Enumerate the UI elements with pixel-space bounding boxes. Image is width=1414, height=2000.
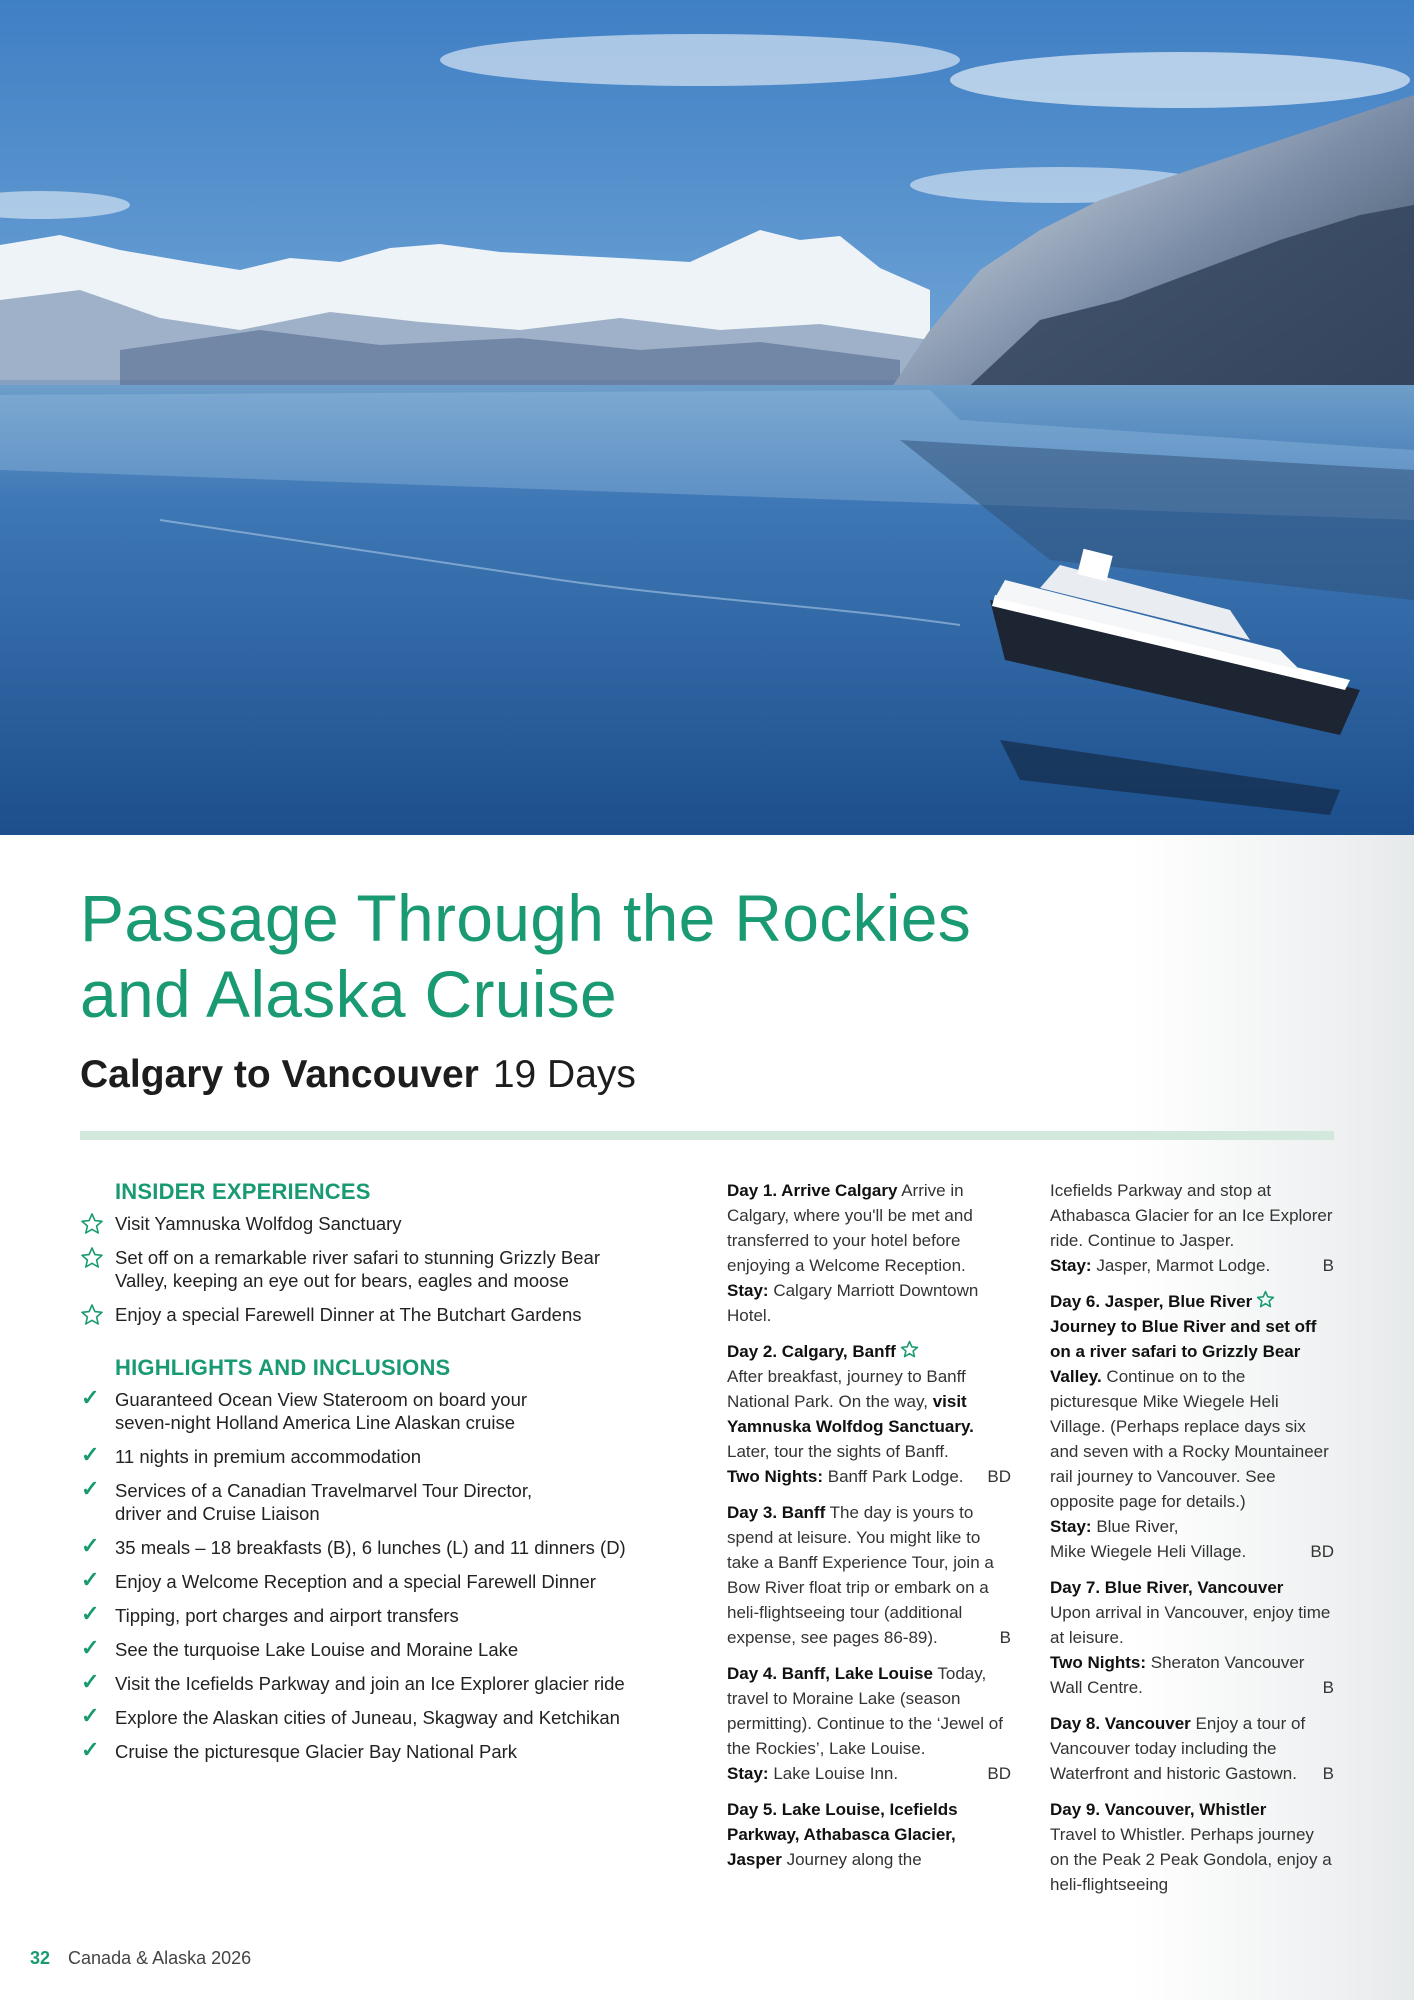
itinerary-day-3: Day 3. Banff The day is yours to spend at leisure. You might like to take a Banff Experience Tour, join a Bow River float trip or embark on a heli-flightseeing tour (additional expense, see pages 86-89). B xyxy=(727,1500,1011,1650)
star-outline-icon xyxy=(80,1246,104,1270)
tour-route: Calgary to Vancouver xyxy=(80,1053,479,1096)
insider-item: Visit Yamnuska Wolfdog Sanctuary xyxy=(80,1212,680,1235)
features-column xyxy=(80,1178,680,1774)
check-icon: ✓ xyxy=(81,1567,100,1592)
meals-code: B xyxy=(999,1628,1011,1647)
star-outline-icon xyxy=(900,1340,919,1359)
tour-subtitle xyxy=(80,1052,636,1098)
itinerary-day-5-cont: Icefields Parkway and stop at Athabasca Glacier for an Ice Explorer ride. Continue to Jasper. Stay: Jasper, Marmot Lodge. B xyxy=(1050,1178,1334,1278)
itinerary-day-7: Day 7. Blue River, Vancouver Upon arrival in Vancouver, enjoy time at leisure. Two Nights: Sheraton Vancouver Wall Centre. B xyxy=(1050,1575,1334,1700)
itinerary-day-4: Day 4. Banff, Lake Louise Today, travel to Moraine Lake (season permitting). Continue to the ‘Jewel of the Rockies’, Lake Louise. Stay: Lake Louise Inn. BD xyxy=(727,1661,1011,1786)
check-icon: ✓ xyxy=(81,1669,100,1694)
highlight-item: ✓ Cruise the picturesque Glacier Bay National Park xyxy=(81,1737,518,1762)
page-number: 32 xyxy=(30,1948,51,1968)
itinerary-column-1 xyxy=(727,1178,1011,1883)
highlight-item: ✓ Visit the Icefields Parkway and join an Ice Explorer glacier ride xyxy=(81,1669,625,1694)
tour-title-line-2: and Alaska Cruise xyxy=(80,957,618,1031)
check-icon: ✓ xyxy=(81,1703,100,1728)
check-icon: ✓ xyxy=(81,1476,100,1501)
hero-photo-glacier-bay-cruise xyxy=(0,0,1414,835)
highlight-item: ✓ Services of a Canadian Travelmarvel Tour Director, driver and Cruise Liaison xyxy=(81,1476,533,1524)
meals-code: B xyxy=(1322,1256,1334,1275)
page-footer xyxy=(30,1946,251,1970)
check-icon: ✓ xyxy=(81,1533,100,1558)
star-outline-icon xyxy=(80,1303,104,1327)
star-outline-icon xyxy=(1256,1290,1275,1309)
tour-title xyxy=(80,880,971,1032)
section-divider xyxy=(80,1131,1334,1140)
highlight-item: ✓ Tipping, port charges and airport transfers xyxy=(81,1601,459,1626)
highlight-item: ✓ 35 meals – 18 breakfasts (B), 6 lunches (L) and 11 dinners (D) xyxy=(81,1533,626,1558)
tour-title-line-1: Passage Through the Rockies xyxy=(80,881,972,955)
itinerary-day-9: Day 9. Vancouver, Whistler Travel to Whistler. Perhaps journey on the Peak 2 Peak Gondola, enjoy a heli-flightseeing xyxy=(1050,1800,1332,1894)
meals-code: B xyxy=(1322,1678,1334,1697)
check-icon: ✓ xyxy=(81,1737,100,1762)
itinerary-day-1: Day 1. Arrive Calgary Arrive in Calgary, where you'll be met and transferred to your hotel before enjoying a Welcome Reception. Stay: Calgary Marriott Downtown Hotel. xyxy=(727,1181,979,1325)
itinerary-day-6: Day 6. Jasper, Blue River Journey to Blue River and set off on a river safari to Grizzly Bear Valley. Continue on to the picturesque Mike Wiegele Heli Village. (Perhaps replace days six and seven with a Rocky Mountaineer rail journey to Vancouver. See opposite page for details.) Stay: Blue River, Mike Wiegele Heli Village. BD xyxy=(1050,1289,1334,1564)
insider-item: Enjoy a special Farewell Dinner at The Butchart Gardens xyxy=(80,1303,680,1326)
highlight-item: ✓ See the turquoise Lake Louise and Moraine Lake xyxy=(81,1635,519,1660)
meals-code: B xyxy=(1322,1764,1334,1783)
meals-code: BD xyxy=(987,1467,1011,1486)
check-icon: ✓ xyxy=(81,1385,100,1410)
highlight-item: ✓ Explore the Alaskan cities of Juneau, Skagway and Ketchikan xyxy=(81,1703,620,1728)
tour-duration: 19 Days xyxy=(492,1053,636,1096)
check-icon: ✓ xyxy=(81,1442,100,1467)
highlight-item: ✓ 11 nights in premium accommodation xyxy=(81,1442,422,1467)
hero-photo-illustration xyxy=(0,0,1414,835)
publication-name: Canada & Alaska 2026 xyxy=(68,1948,252,1968)
highlight-item: ✓ Enjoy a Welcome Reception and a special Farewell Dinner xyxy=(81,1567,596,1592)
highlight-item: ✓ Guaranteed Ocean View Stateroom on board your seven-night Holland America Line Alaskan cruise xyxy=(81,1385,528,1433)
itinerary-day-8: Day 8. Vancouver Enjoy a tour of Vancouver today including the Waterfront and historic Gastown. B xyxy=(1050,1711,1334,1786)
check-icon: ✓ xyxy=(81,1635,100,1660)
star-outline-icon xyxy=(80,1212,104,1236)
insider-experiences-heading: INSIDER EXPERIENCES xyxy=(115,1179,371,1204)
highlights-heading: HIGHLIGHTS AND INCLUSIONS xyxy=(115,1355,451,1380)
meals-code: BD xyxy=(1310,1542,1334,1561)
itinerary-day-2: Day 2. Calgary, Banff After breakfast, journey to Banff National Park. On the way, visit Yamnuska Wolfdog Sanctuary. Later, tour the sights of Banff. Two Nights: Banff Park Lodge. BD xyxy=(727,1339,1011,1489)
insider-item: Set off on a remarkable river safari to stunning Grizzly Bear Valley, keeping an eye out for bears, eagles and moose xyxy=(80,1246,680,1292)
itinerary-day-5-start: Day 5. Lake Louise, Icefields Parkway, Athabasca Glacier, Jasper Journey along the xyxy=(727,1800,958,1869)
check-icon: ✓ xyxy=(81,1601,100,1626)
meals-code: BD xyxy=(987,1764,1011,1783)
itinerary-column-2 xyxy=(1050,1178,1334,1908)
